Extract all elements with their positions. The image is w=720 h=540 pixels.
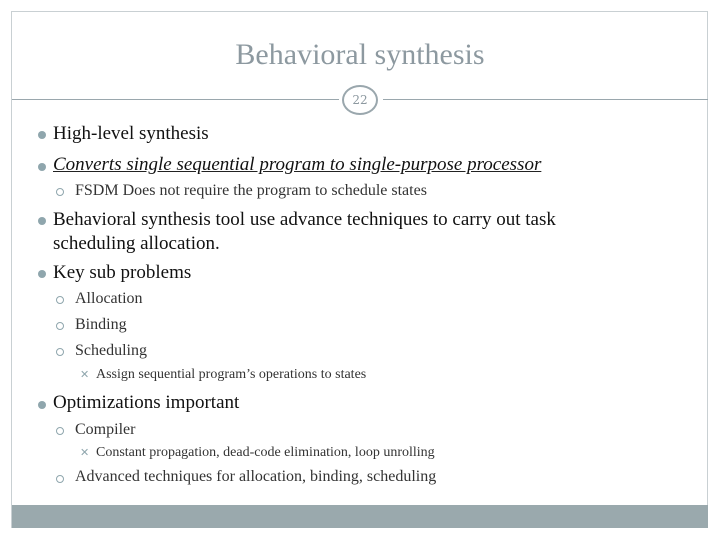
sub-bullet-icon (56, 427, 64, 435)
footer-bar (12, 505, 708, 528)
slide-title: Behavioral synthesis (235, 38, 485, 71)
title-divider-right (383, 99, 708, 100)
bullet-behavioral-tool-line2: scheduling allocation. (53, 233, 220, 254)
sub-bullet-icon (56, 348, 64, 356)
bullet-high-level-synthesis: High-level synthesis (53, 123, 209, 144)
bullet-converts-program: Converts single sequential program to single-purpose processor (53, 154, 542, 175)
bullet-allocation: Allocation (75, 290, 143, 307)
bullet-assign-operations: Assign sequential program’s operations to states (96, 367, 367, 382)
x-bullet-icon: ✕ (80, 446, 90, 459)
sub-bullet-icon (56, 475, 64, 483)
x-bullet-icon: ✕ (80, 368, 90, 381)
bullet-compiler-techniques: Constant propagation, dead-code elimination, loop unrolling (96, 445, 435, 460)
bullet-compiler: Compiler (75, 421, 136, 438)
bullet-behavioral-tool-line1: Behavioral synthesis tool use advance techniques to carry out task (53, 209, 556, 230)
bullet-icon (38, 131, 46, 139)
bullet-scheduling: Scheduling (75, 342, 147, 359)
bullet-optimizations: Optimizations important (53, 392, 240, 413)
sub-bullet-icon (56, 322, 64, 330)
bullet-binding: Binding (75, 316, 127, 333)
bullet-icon (38, 401, 46, 409)
sub-bullet-icon (56, 188, 64, 196)
title-divider-left (12, 99, 339, 100)
sub-bullet-icon (56, 296, 64, 304)
bullet-fsdm: FSDM Does not require the program to schedule states (75, 182, 427, 199)
page-number: 22 (342, 85, 378, 115)
bullet-icon (38, 217, 46, 225)
bullet-icon (38, 163, 46, 171)
bullet-advanced-techniques: Advanced techniques for allocation, binding, scheduling (75, 468, 437, 485)
bullet-icon (38, 270, 46, 278)
bullet-key-sub-problems: Key sub problems (53, 262, 192, 283)
